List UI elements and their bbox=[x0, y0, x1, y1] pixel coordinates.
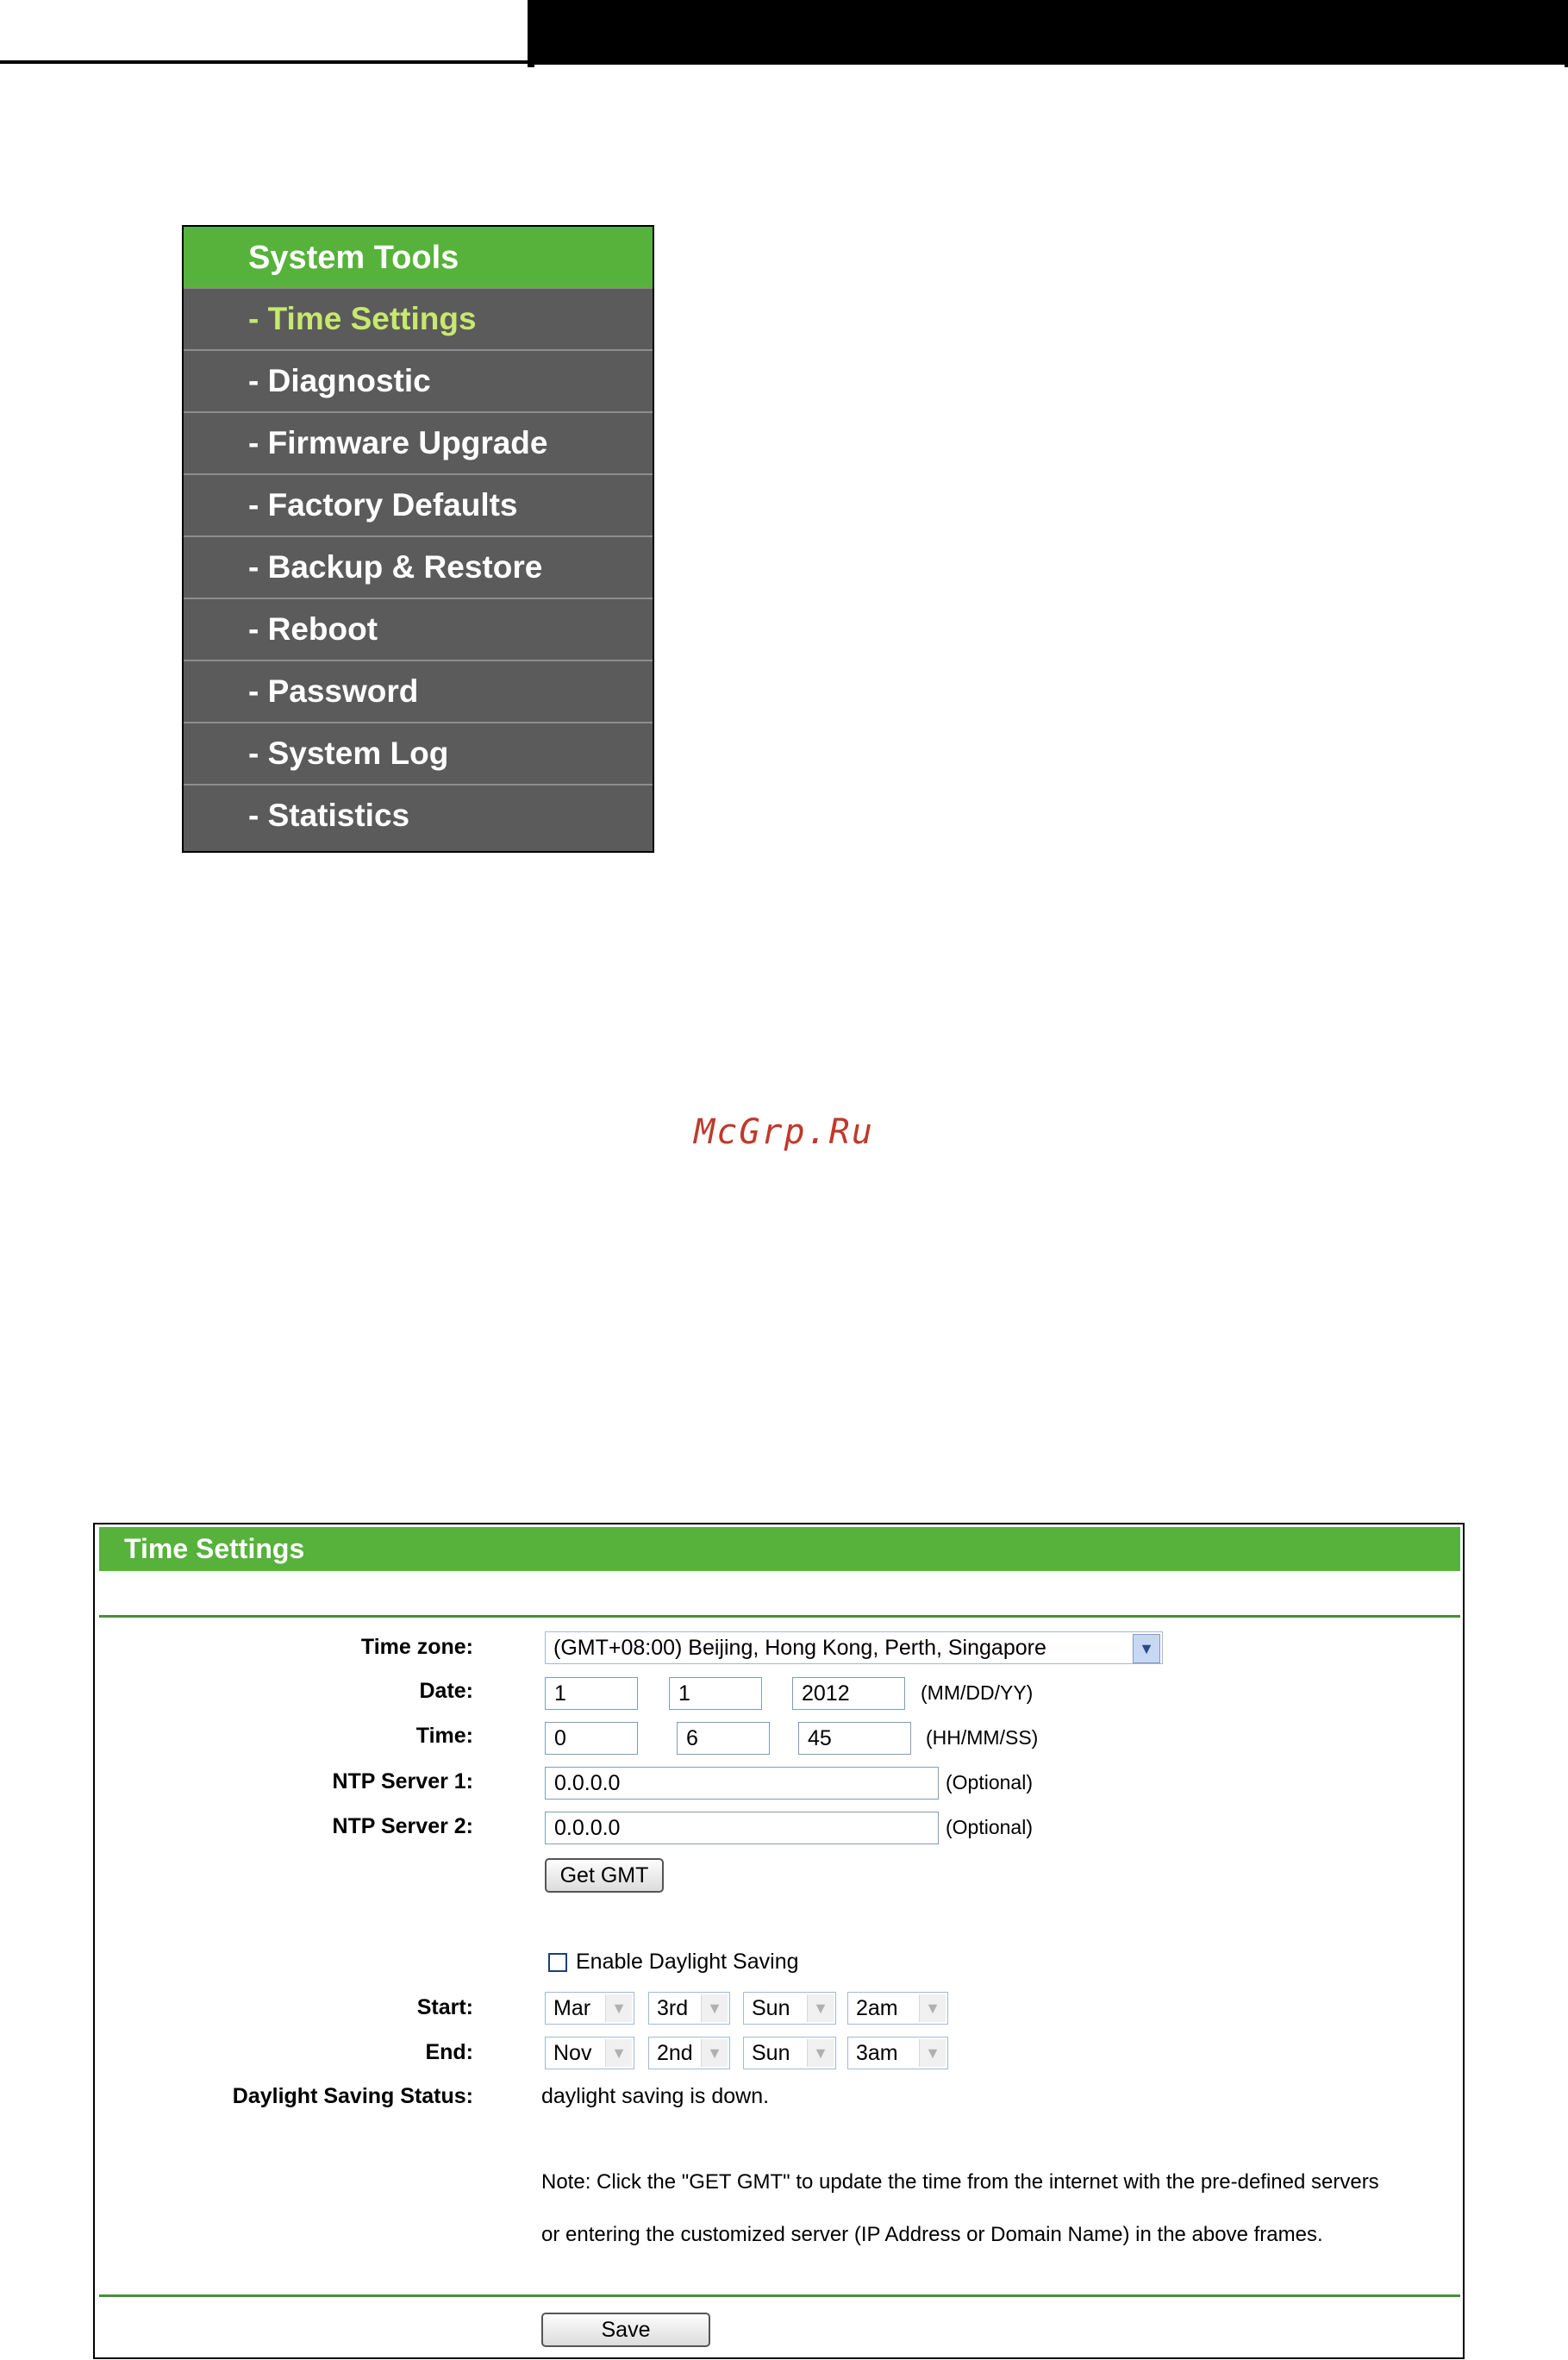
start-week-value: 3rd bbox=[657, 1996, 689, 2020]
chevron-down-icon: ▼ bbox=[919, 1994, 946, 2022]
menu-item-reboot[interactable]: - Reboot bbox=[184, 599, 653, 661]
menu-item-system-log[interactable]: - System Log bbox=[184, 723, 653, 786]
start-week-select[interactable] bbox=[648, 1992, 730, 2025]
header-underline bbox=[534, 59, 1565, 67]
date-year-input[interactable]: 2012 bbox=[792, 1677, 905, 1710]
date-format-hint: (MM/DD/YY) bbox=[921, 1681, 1034, 1704]
watermark: McGrp.Ru bbox=[694, 1112, 874, 1152]
menu-item-statistics[interactable]: - Statistics bbox=[184, 786, 653, 848]
panel-title: Time Settings bbox=[99, 1527, 1460, 1571]
menu-item-time-settings[interactable]: - Time Settings bbox=[184, 289, 653, 351]
menu-item-diagnostic[interactable]: - Diagnostic bbox=[184, 351, 653, 413]
end-month-select[interactable] bbox=[545, 2037, 634, 2069]
time-zone-select[interactable] bbox=[545, 1631, 1163, 1664]
date-day-input[interactable]: 1 bbox=[669, 1677, 762, 1710]
menu-item-backup-restore[interactable]: - Backup & Restore bbox=[184, 537, 653, 599]
menu-item-password[interactable]: - Password bbox=[184, 661, 653, 723]
get-gmt-button[interactable]: Get GMT bbox=[545, 1858, 664, 1893]
end-day-select[interactable] bbox=[743, 2037, 836, 2069]
end-week-select[interactable] bbox=[648, 2037, 730, 2069]
ntp-server-1-input[interactable]: 0.0.0.0 bbox=[545, 1767, 939, 1800]
end-label: End: bbox=[425, 2040, 473, 2064]
chevron-down-icon: ▼ bbox=[919, 2039, 946, 2067]
start-month-value: Mar bbox=[553, 1996, 591, 2020]
chevron-down-icon: ▼ bbox=[1133, 1634, 1160, 1663]
chevron-down-icon: ▼ bbox=[807, 2039, 834, 2067]
time-zone-value: (GMT+08:00) Beijing, Hong Kong, Perth, Singapore bbox=[553, 1636, 1046, 1660]
time-settings-panel bbox=[93, 1523, 1465, 2359]
ntp-server-1-label: NTP Server 1: bbox=[332, 1769, 473, 1793]
enable-daylight-saving-checkbox[interactable] bbox=[548, 1953, 567, 1972]
chevron-down-icon: ▼ bbox=[605, 2039, 632, 2067]
note-line-2: or entering the customized server (IP Address or Domain Name) in the above frames. bbox=[541, 2223, 1323, 2246]
enable-daylight-saving-label: Enable Daylight Saving bbox=[576, 1950, 799, 1974]
time-second-input[interactable]: 45 bbox=[798, 1722, 911, 1755]
time-minute-input[interactable]: 6 bbox=[677, 1722, 770, 1755]
end-hour-select[interactable] bbox=[847, 2037, 948, 2069]
start-month-select[interactable] bbox=[545, 1992, 634, 2025]
ntp-server-2-input[interactable]: 0.0.0.0 bbox=[545, 1812, 939, 1844]
menu-item-firmware-upgrade[interactable]: - Firmware Upgrade bbox=[184, 413, 653, 475]
end-hour-value: 3am bbox=[856, 2041, 898, 2065]
start-day-select[interactable] bbox=[743, 1992, 836, 2025]
note-line-1: Note: Click the "GET GMT" to update the time from the internet with the pre-defined servers bbox=[541, 2170, 1379, 2194]
daylight-saving-status-label: Daylight Saving Status: bbox=[232, 2084, 473, 2108]
header-left-bar bbox=[0, 0, 528, 64]
divider-top bbox=[99, 1615, 1460, 1618]
system-tools-menu bbox=[182, 225, 654, 853]
ntp-server-2-label: NTP Server 2: bbox=[332, 1814, 473, 1838]
save-button[interactable]: Save bbox=[541, 2313, 710, 2347]
chevron-down-icon: ▼ bbox=[605, 1994, 632, 2022]
start-hour-select[interactable] bbox=[847, 1992, 948, 2025]
end-week-value: 2nd bbox=[657, 2041, 693, 2065]
end-day-value: Sun bbox=[752, 2041, 790, 2065]
time-hour-input[interactable]: 0 bbox=[545, 1722, 638, 1755]
ntp-server-1-hint: (Optional) bbox=[946, 1771, 1033, 1793]
chevron-down-icon: ▼ bbox=[701, 2039, 728, 2067]
time-format-hint: (HH/MM/SS) bbox=[926, 1726, 1039, 1749]
date-label: Date: bbox=[419, 1679, 473, 1703]
time-label: Time: bbox=[415, 1724, 473, 1748]
menu-title[interactable]: System Tools bbox=[184, 227, 653, 289]
date-month-input[interactable]: 1 bbox=[545, 1677, 638, 1710]
start-label: Start: bbox=[416, 1995, 473, 2019]
header-right-bar bbox=[528, 0, 1568, 67]
time-zone-label: Time zone: bbox=[360, 1635, 473, 1659]
ntp-server-2-hint: (Optional) bbox=[946, 1816, 1033, 1838]
start-day-value: Sun bbox=[752, 1996, 790, 2020]
daylight-saving-status-value: daylight saving is down. bbox=[541, 2084, 770, 2108]
chevron-down-icon: ▼ bbox=[807, 1994, 834, 2022]
start-hour-value: 2am bbox=[856, 1996, 898, 2020]
end-month-value: Nov bbox=[553, 2041, 592, 2065]
menu-item-factory-defaults[interactable]: - Factory Defaults bbox=[184, 475, 653, 537]
chevron-down-icon: ▼ bbox=[701, 1994, 728, 2022]
divider-bottom bbox=[99, 2294, 1460, 2297]
